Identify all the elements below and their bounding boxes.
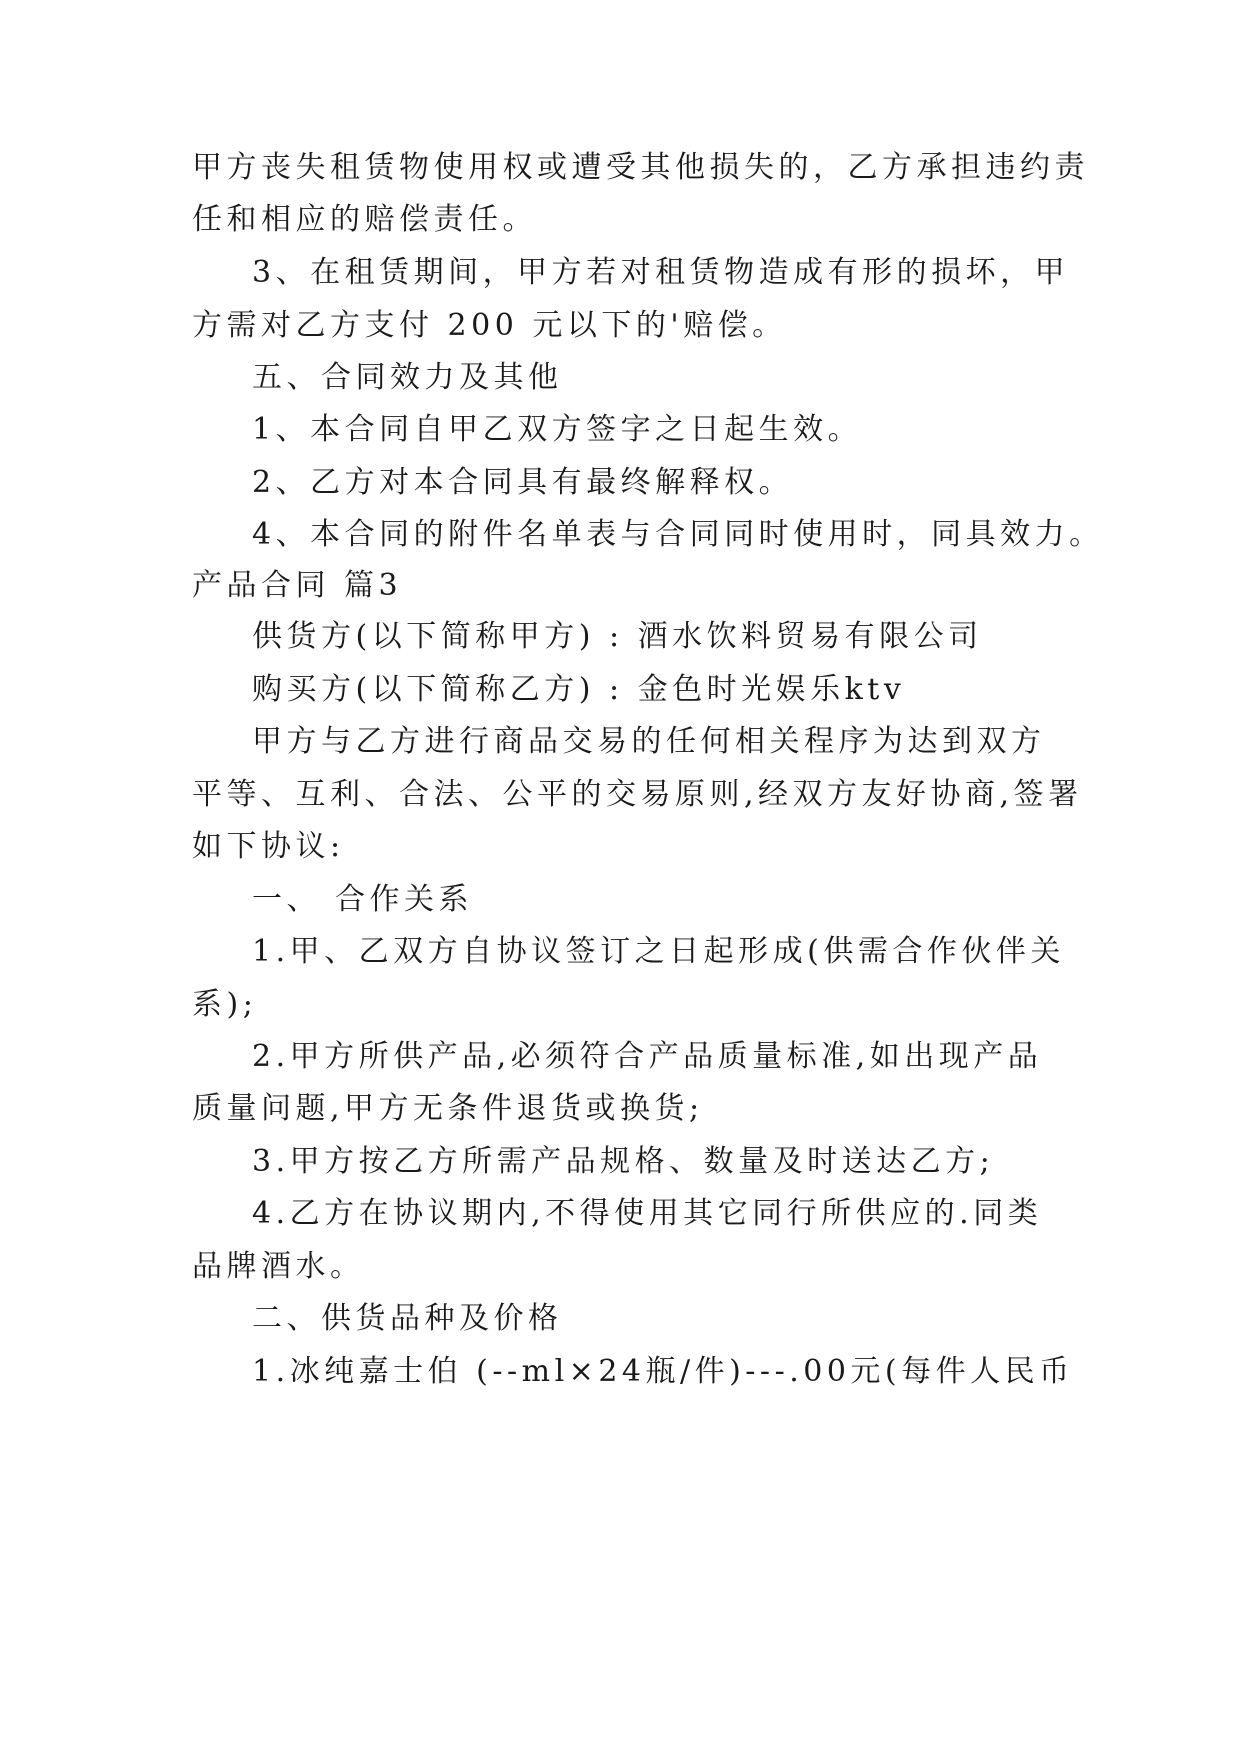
text-line: 4.乙方在协议期内,不得使用其它同行所供应的.同类 <box>252 1196 1043 1231</box>
buyer-line: 购买方(以下简称乙方) : 金色时光娱乐ktv <box>252 672 906 707</box>
text-line: 2、乙方对本合同具有最终解释权。 <box>252 465 794 500</box>
text-line: 品牌酒水。 <box>192 1249 365 1284</box>
text-line: 任和相应的赔偿责任。 <box>192 202 537 237</box>
text-line: 3.甲方按乙方所需产品规格、数量及时送达乙方; <box>252 1144 995 1179</box>
section-heading: 五、合同效力及其他 <box>252 360 563 395</box>
text-line: 如下协议: <box>192 829 345 864</box>
text-line: 4、本合同的附件名单表与合同同时使用时，同具效力。 <box>252 517 1104 552</box>
section-heading: 一、 合作关系 <box>252 882 474 917</box>
text-line: 1.甲、乙双方自协议签订之日起形成(供需合作伙伴关 <box>252 934 1065 969</box>
text-line: 3、在租赁期间，甲方若对租赁物造成有形的损坏，甲 <box>252 255 1070 290</box>
supplier-line: 供货方(以下简称甲方) : 酒水饮料贸易有限公司 <box>252 619 983 654</box>
text-line: 系); <box>192 987 258 1022</box>
text-line: 甲方丧失租赁物使用权或遭受其他损失的，乙方承担违约责 <box>192 150 1089 185</box>
text-line: 2.甲方所供产品,必须符合产品质量标准,如出现产品 <box>252 1039 1043 1074</box>
text-line: 质量问题,甲方无条件退货或换货; <box>192 1091 704 1126</box>
section-heading: 二、供货品种及价格 <box>252 1301 563 1336</box>
text-line: 甲方与乙方进行商品交易的任何相关程序为达到双方 <box>252 724 1046 759</box>
text-line: 1、本合同自甲乙双方签字之日起生效。 <box>252 412 863 447</box>
text-line: 方需对乙方支付 200 元以下的'赔偿。 <box>192 308 787 343</box>
text-line: 1.冰纯嘉士伯 (--ml×24瓶/件)---.00元(每件人民币 <box>252 1354 1074 1389</box>
contract-title: 产品合同 篇3 <box>192 568 403 603</box>
text-line: 平等、互利、合法、公平的交易原则,经双方友好协商,签署 <box>192 777 1083 812</box>
